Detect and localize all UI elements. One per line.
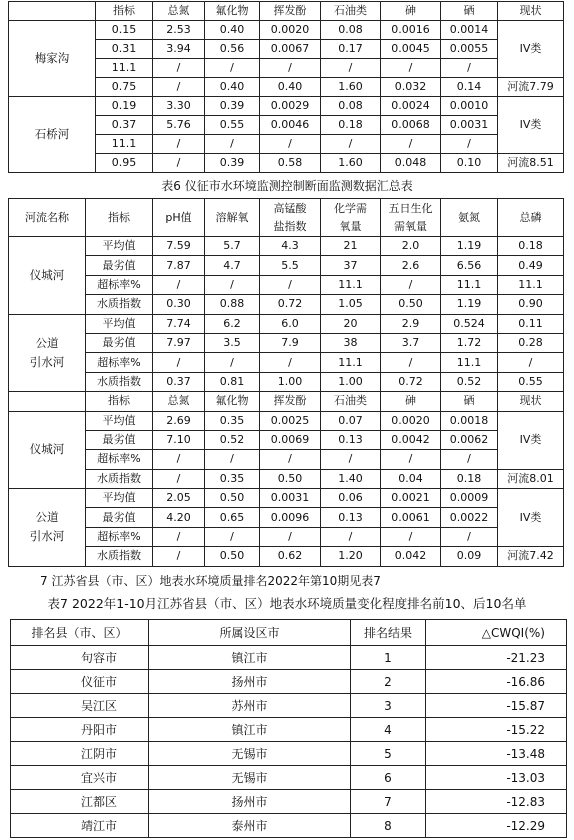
indicator-label: 最劣值 <box>86 508 153 527</box>
data-cell: 38 <box>321 333 381 352</box>
data-cell: 7.10 <box>153 430 205 449</box>
data-cell: 0.0062 <box>441 430 498 449</box>
column-header: 化学需 氧量 <box>321 199 381 237</box>
data-cell: 0.72 <box>260 295 321 314</box>
data-cell: 0.35 <box>205 469 260 488</box>
data-cell: 0.0021 <box>381 489 441 508</box>
data-cell: 0.62 <box>260 547 321 566</box>
data-cell: / <box>381 275 441 294</box>
indicator-label: 最劣值 <box>86 430 153 449</box>
data-cell: 0.28 <box>498 333 564 352</box>
data-cell: 0.50 <box>381 295 441 314</box>
status-class-cell: IV类 <box>498 489 564 547</box>
cwqi-change: -12.83 <box>426 790 567 814</box>
data-cell: 1.00 <box>260 372 321 391</box>
parent-city: 扬州市 <box>149 670 351 694</box>
cwqi-change: -21.23 <box>426 646 567 670</box>
data-cell: 0.0067 <box>260 40 321 59</box>
cwqi-change: -12.29 <box>426 814 567 838</box>
data-cell: / <box>153 469 205 488</box>
data-cell: / <box>153 353 205 372</box>
status-class-cell: IV类 <box>498 97 564 154</box>
rank-result: 2 <box>351 670 426 694</box>
data-cell: 0.13 <box>321 508 381 527</box>
data-cell: 0.0009 <box>441 489 498 508</box>
column-header <box>9 392 86 411</box>
county-name: 江阴市 <box>11 742 149 766</box>
data-cell: / <box>321 59 381 78</box>
column-header: △CWQI(%) <box>426 620 567 646</box>
data-cell: 20 <box>321 314 381 333</box>
data-cell: / <box>153 135 205 154</box>
indicator-label: 超标率% <box>86 353 153 372</box>
data-cell: 0.52 <box>205 430 260 449</box>
column-header: 排名县（市、区） <box>11 620 149 646</box>
data-cell: 5.5 <box>260 256 321 275</box>
column-header: 挥发酚 <box>260 2 321 21</box>
column-header: 石油类 <box>321 2 381 21</box>
data-cell: / <box>153 275 205 294</box>
data-cell: 11.1 <box>321 275 381 294</box>
data-cell: / <box>381 450 441 469</box>
status-index-cell: 河流7.79 <box>498 78 564 97</box>
cwqi-change: -16.86 <box>426 670 567 694</box>
data-cell: 0.0016 <box>381 21 441 40</box>
column-header: 总磷 <box>498 199 564 237</box>
county-name: 宜兴市 <box>11 766 149 790</box>
table-row <box>9 256 564 275</box>
table-row <box>9 295 564 314</box>
data-cell: 2.9 <box>381 314 441 333</box>
data-cell: 0.032 <box>381 78 441 97</box>
indicator-label: 平均值 <box>86 489 153 508</box>
data-cell: 0.39 <box>205 154 260 173</box>
indicator-label: 平均值 <box>86 314 153 333</box>
data-cell: / <box>321 135 381 154</box>
data-cell: 0.0042 <box>381 430 441 449</box>
data-cell: / <box>260 527 321 546</box>
data-cell: 11.1 <box>96 135 153 154</box>
data-cell: 0.49 <box>498 256 564 275</box>
data-cell: 4.20 <box>153 508 205 527</box>
river-name: 仪城河 <box>9 237 86 315</box>
column-header: 硒 <box>441 392 498 411</box>
column-header: 指标 <box>86 392 153 411</box>
indicator-label: 水质指数 <box>86 469 153 488</box>
table-row <box>9 450 564 469</box>
river-name: 仪城河 <box>9 411 86 489</box>
data-cell: 0.40 <box>260 78 321 97</box>
data-cell: 0.0025 <box>260 411 321 430</box>
data-cell: 0.19 <box>96 97 153 116</box>
data-cell: 0.50 <box>260 469 321 488</box>
data-cell: / <box>153 450 205 469</box>
data-cell: 1.00 <box>321 372 381 391</box>
data-cell: 11.1 <box>498 275 564 294</box>
data-cell: / <box>153 59 205 78</box>
rank-result: 7 <box>351 790 426 814</box>
table-row <box>11 646 567 670</box>
table-row <box>11 718 567 742</box>
data-cell: 0.0020 <box>381 411 441 430</box>
data-cell: / <box>153 154 205 173</box>
column-header: pH值 <box>153 199 205 237</box>
indicator-label: 超标率% <box>86 527 153 546</box>
column-header <box>9 2 96 21</box>
data-cell: 0.95 <box>96 154 153 173</box>
data-cell: / <box>205 450 260 469</box>
river-name: 公道 引水河 <box>9 489 86 567</box>
table-row <box>9 353 564 372</box>
parent-city: 镇江市 <box>149 646 351 670</box>
table-row <box>11 742 567 766</box>
county-name: 吴江区 <box>11 694 149 718</box>
table-row <box>9 508 564 527</box>
data-cell: / <box>260 275 321 294</box>
column-header: 氟化物 <box>205 2 260 21</box>
column-header: 总氮 <box>153 392 205 411</box>
data-cell: 0.55 <box>205 116 260 135</box>
column-header: 氨氮 <box>441 199 498 237</box>
data-cell: 0.40 <box>205 78 260 97</box>
data-cell: / <box>321 527 381 546</box>
table-row <box>9 372 564 391</box>
indicator-label: 水质指数 <box>86 295 153 314</box>
data-cell: 0.07 <box>321 411 381 430</box>
county-name: 丹阳市 <box>11 718 149 742</box>
data-cell: / <box>441 135 498 154</box>
data-cell: 0.08 <box>321 21 381 40</box>
column-header: 高锰酸 盐指数 <box>260 199 321 237</box>
data-cell: 4.3 <box>260 237 321 256</box>
data-cell: 0.0055 <box>441 40 498 59</box>
table-7-caption: 表7 2022年1-10月江苏省县（市、区）地表水环境质量变化程度排名前10、后10名单 <box>47 596 527 611</box>
data-cell: / <box>205 353 260 372</box>
data-cell: 1.19 <box>441 237 498 256</box>
column-header: 指标 <box>86 199 153 237</box>
data-cell: 0.0061 <box>381 508 441 527</box>
data-cell: 7.87 <box>153 256 205 275</box>
data-cell: 0.06 <box>321 489 381 508</box>
data-cell: 0.0096 <box>260 508 321 527</box>
rank-result: 4 <box>351 718 426 742</box>
data-cell: / <box>381 135 441 154</box>
data-cell: 1.60 <box>321 154 381 173</box>
header-row <box>9 392 564 411</box>
table-row <box>9 469 564 488</box>
data-cell: 0.58 <box>260 154 321 173</box>
data-cell: 0.75 <box>96 78 153 97</box>
parent-city: 扬州市 <box>149 790 351 814</box>
parent-city: 苏州市 <box>149 694 351 718</box>
data-cell: / <box>441 450 498 469</box>
column-header: 总氮 <box>153 2 205 21</box>
county-name: 江都区 <box>11 790 149 814</box>
header-row <box>11 620 567 646</box>
indicator-label: 超标率% <box>86 450 153 469</box>
data-cell: 0.18 <box>498 237 564 256</box>
table-row <box>11 670 567 694</box>
data-cell: 6.2 <box>205 314 260 333</box>
table-row <box>9 275 564 294</box>
data-cell: 37 <box>321 256 381 275</box>
data-cell: 0.55 <box>498 372 564 391</box>
data-cell: 0.14 <box>441 78 498 97</box>
data-cell: 0.52 <box>441 372 498 391</box>
data-cell: 0.81 <box>205 372 260 391</box>
data-cell: 0.048 <box>381 154 441 173</box>
data-cell: 2.69 <box>153 411 205 430</box>
data-cell: 0.0046 <box>260 116 321 135</box>
table-row <box>11 694 567 718</box>
data-cell: 0.72 <box>381 372 441 391</box>
data-cell: / <box>260 135 321 154</box>
parent-city: 无锡市 <box>149 742 351 766</box>
header-row <box>9 199 564 237</box>
data-cell: 11.1 <box>441 275 498 294</box>
table-7-body <box>11 620 567 838</box>
river-name: 梅家沟 <box>9 21 96 97</box>
data-cell: 0.0068 <box>381 116 441 135</box>
prev-table-body <box>9 2 564 173</box>
data-cell: 0.042 <box>381 547 441 566</box>
data-cell: 0.10 <box>441 154 498 173</box>
table-row <box>9 430 564 449</box>
indicator-label: 水质指数 <box>86 372 153 391</box>
data-cell: / <box>153 547 205 566</box>
river-name: 石桥河 <box>9 97 96 173</box>
data-cell: 1.05 <box>321 295 381 314</box>
data-cell: / <box>153 78 205 97</box>
table-7 <box>10 619 567 838</box>
data-cell: 0.09 <box>441 547 498 566</box>
data-cell: 11.1 <box>96 59 153 78</box>
river-name: 公道 引水河 <box>9 314 86 392</box>
data-cell: 5.7 <box>205 237 260 256</box>
table-row <box>9 237 564 256</box>
data-cell: / <box>260 450 321 469</box>
data-cell: 7.59 <box>153 237 205 256</box>
column-header: 砷 <box>381 392 441 411</box>
data-cell: 21 <box>321 237 381 256</box>
cwqi-change: -13.48 <box>426 742 567 766</box>
county-name: 仪征市 <box>11 670 149 694</box>
county-name: 靖江市 <box>11 814 149 838</box>
rank-result: 1 <box>351 646 426 670</box>
data-cell: 0.11 <box>498 314 564 333</box>
data-cell: 11.1 <box>321 353 381 372</box>
data-cell: 0.35 <box>205 411 260 430</box>
data-cell: 6.0 <box>260 314 321 333</box>
status-index-cell: 河流7.42 <box>498 547 564 566</box>
rank-result: 5 <box>351 742 426 766</box>
table-row <box>9 527 564 546</box>
data-cell: 1.72 <box>441 333 498 352</box>
data-cell: 3.94 <box>153 40 205 59</box>
data-cell: 0.0014 <box>441 21 498 40</box>
data-cell: 0.39 <box>205 97 260 116</box>
data-cell: / <box>205 59 260 78</box>
data-cell: 11.1 <box>441 353 498 372</box>
data-cell: 6.56 <box>441 256 498 275</box>
data-cell: 7.74 <box>153 314 205 333</box>
data-cell: 1.20 <box>321 547 381 566</box>
data-cell: 7.97 <box>153 333 205 352</box>
status-class-cell: IV类 <box>498 21 564 78</box>
header-row <box>9 2 564 21</box>
rank-result: 8 <box>351 814 426 838</box>
county-name: 句容市 <box>11 646 149 670</box>
data-cell: / <box>381 353 441 372</box>
parent-city: 泰州市 <box>149 814 351 838</box>
column-header: 现状 <box>498 392 564 411</box>
data-cell: 0.30 <box>153 295 205 314</box>
table-row <box>9 21 564 40</box>
data-cell: 1.60 <box>321 78 381 97</box>
status-class-cell: IV类 <box>498 411 564 469</box>
section-7-text: 7 江苏省县（市、区）地表水环境质量排名2022年第10期见表7 <box>40 574 381 588</box>
column-header: 氟化物 <box>205 392 260 411</box>
data-cell: / <box>441 59 498 78</box>
data-cell: / <box>205 135 260 154</box>
data-cell: / <box>381 527 441 546</box>
data-cell: 5.76 <box>153 116 205 135</box>
data-cell: 0.0024 <box>381 97 441 116</box>
table-row <box>11 790 567 814</box>
column-header: 指标 <box>96 2 153 21</box>
column-header: 五日生化 需氧量 <box>381 199 441 237</box>
table-row <box>9 411 564 430</box>
data-cell: 0.40 <box>205 21 260 40</box>
parent-city: 镇江市 <box>149 718 351 742</box>
data-cell: 3.30 <box>153 97 205 116</box>
data-cell: 0.0022 <box>441 508 498 527</box>
indicator-label: 超标率% <box>86 275 153 294</box>
table-row <box>11 766 567 790</box>
indicator-label: 平均值 <box>86 411 153 430</box>
column-header: 河流名称 <box>9 199 86 237</box>
column-header: 排名结果 <box>351 620 426 646</box>
status-index-cell: 河流8.01 <box>498 469 564 488</box>
data-cell: 0.0031 <box>441 116 498 135</box>
cwqi-change: -15.22 <box>426 718 567 742</box>
table-row <box>9 97 564 116</box>
table-6 <box>8 198 564 567</box>
data-cell: 7.9 <box>260 333 321 352</box>
data-cell: 3.5 <box>205 333 260 352</box>
data-cell: 0.37 <box>153 372 205 391</box>
data-cell: 0.0029 <box>260 97 321 116</box>
data-cell: / <box>153 527 205 546</box>
cwqi-change: -15.87 <box>426 694 567 718</box>
data-cell: 2.05 <box>153 489 205 508</box>
indicator-label: 水质指数 <box>86 547 153 566</box>
column-header: 现状 <box>498 2 564 21</box>
column-header: 所属设区市 <box>149 620 351 646</box>
rank-result: 3 <box>351 694 426 718</box>
data-cell: 4.7 <box>205 256 260 275</box>
column-header: 挥发酚 <box>260 392 321 411</box>
table-6-body <box>9 199 564 567</box>
data-cell: / <box>321 450 381 469</box>
data-cell: 0.37 <box>96 116 153 135</box>
data-cell: 0.0018 <box>441 411 498 430</box>
data-cell: / <box>381 59 441 78</box>
data-cell: 0.0020 <box>260 21 321 40</box>
table-row <box>9 314 564 333</box>
status-index-cell: 河流8.51 <box>498 154 564 173</box>
data-cell: 0.50 <box>205 489 260 508</box>
column-header: 硒 <box>441 2 498 21</box>
data-cell: 0.08 <box>321 97 381 116</box>
data-cell: / <box>205 527 260 546</box>
data-cell: 0.13 <box>321 430 381 449</box>
table-row <box>9 547 564 566</box>
data-cell: 0.524 <box>441 314 498 333</box>
data-cell: 1.40 <box>321 469 381 488</box>
prev-table-continuation <box>8 1 564 173</box>
data-cell: 0.18 <box>321 116 381 135</box>
data-cell: 0.56 <box>205 40 260 59</box>
data-cell: 0.0031 <box>260 489 321 508</box>
parent-city: 无锡市 <box>149 766 351 790</box>
table-row <box>11 814 567 838</box>
indicator-label: 最劣值 <box>86 333 153 352</box>
data-cell: 0.90 <box>498 295 564 314</box>
data-cell: 0.0010 <box>441 97 498 116</box>
data-cell: 3.7 <box>381 333 441 352</box>
data-cell: 2.53 <box>153 21 205 40</box>
data-cell: 2.0 <box>381 237 441 256</box>
data-cell: 0.50 <box>205 547 260 566</box>
column-header: 溶解氧 <box>205 199 260 237</box>
data-cell: / <box>498 353 564 372</box>
data-cell: 0.88 <box>205 295 260 314</box>
data-cell: 0.0045 <box>381 40 441 59</box>
data-cell: / <box>260 59 321 78</box>
data-cell: 0.04 <box>381 469 441 488</box>
data-cell: / <box>441 527 498 546</box>
data-cell: / <box>260 353 321 372</box>
indicator-label: 最劣值 <box>86 256 153 275</box>
data-cell: 0.31 <box>96 40 153 59</box>
data-cell: 0.15 <box>96 21 153 40</box>
rank-result: 6 <box>351 766 426 790</box>
data-cell: 0.0069 <box>260 430 321 449</box>
table-6-caption: 表6 仪征市水环境监测控制断面监测数据汇总表 <box>161 179 413 193</box>
data-cell: 1.19 <box>441 295 498 314</box>
indicator-label: 平均值 <box>86 237 153 256</box>
column-header: 石油类 <box>321 392 381 411</box>
column-header: 砷 <box>381 2 441 21</box>
data-cell: / <box>205 275 260 294</box>
cwqi-change: -13.03 <box>426 766 567 790</box>
data-cell: 0.18 <box>441 469 498 488</box>
data-cell: 0.17 <box>321 40 381 59</box>
table-row <box>9 489 564 508</box>
data-cell: 0.65 <box>205 508 260 527</box>
data-cell: 2.6 <box>381 256 441 275</box>
table-row <box>9 333 564 352</box>
